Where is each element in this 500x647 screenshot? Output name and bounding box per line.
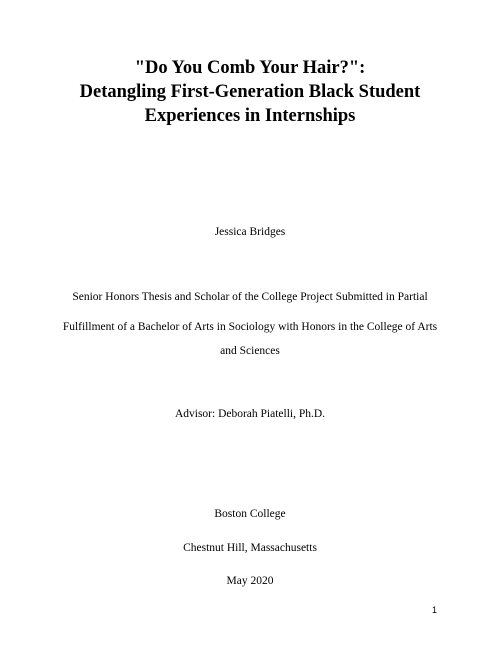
title-line-1: "Do You Comb Your Hair?": — [134, 58, 366, 78]
title-line-2: Detangling First-Generation Black Student — [79, 82, 421, 102]
thesis-title — [0, 56, 500, 128]
page-number: 1 — [432, 605, 438, 615]
description-line-2: Fulfillment of a Bachelor of Arts in Sociology with Honors in the College of Arts — [62, 321, 438, 333]
title-line-3: Experiences in Internships — [144, 106, 356, 126]
institution: Boston College — [214, 508, 286, 520]
author-name: Jessica Bridges — [214, 226, 286, 238]
location: Chestnut Hill, Massachusetts — [183, 542, 317, 554]
description-line-1: Senior Honors Thesis and Scholar of the College Project Submitted in Partial — [72, 291, 428, 303]
submission-date: May 2020 — [226, 575, 274, 587]
description-line-3: and Sciences — [220, 345, 280, 357]
advisor: Advisor: Deborah Piatelli, Ph.D. — [174, 408, 326, 420]
